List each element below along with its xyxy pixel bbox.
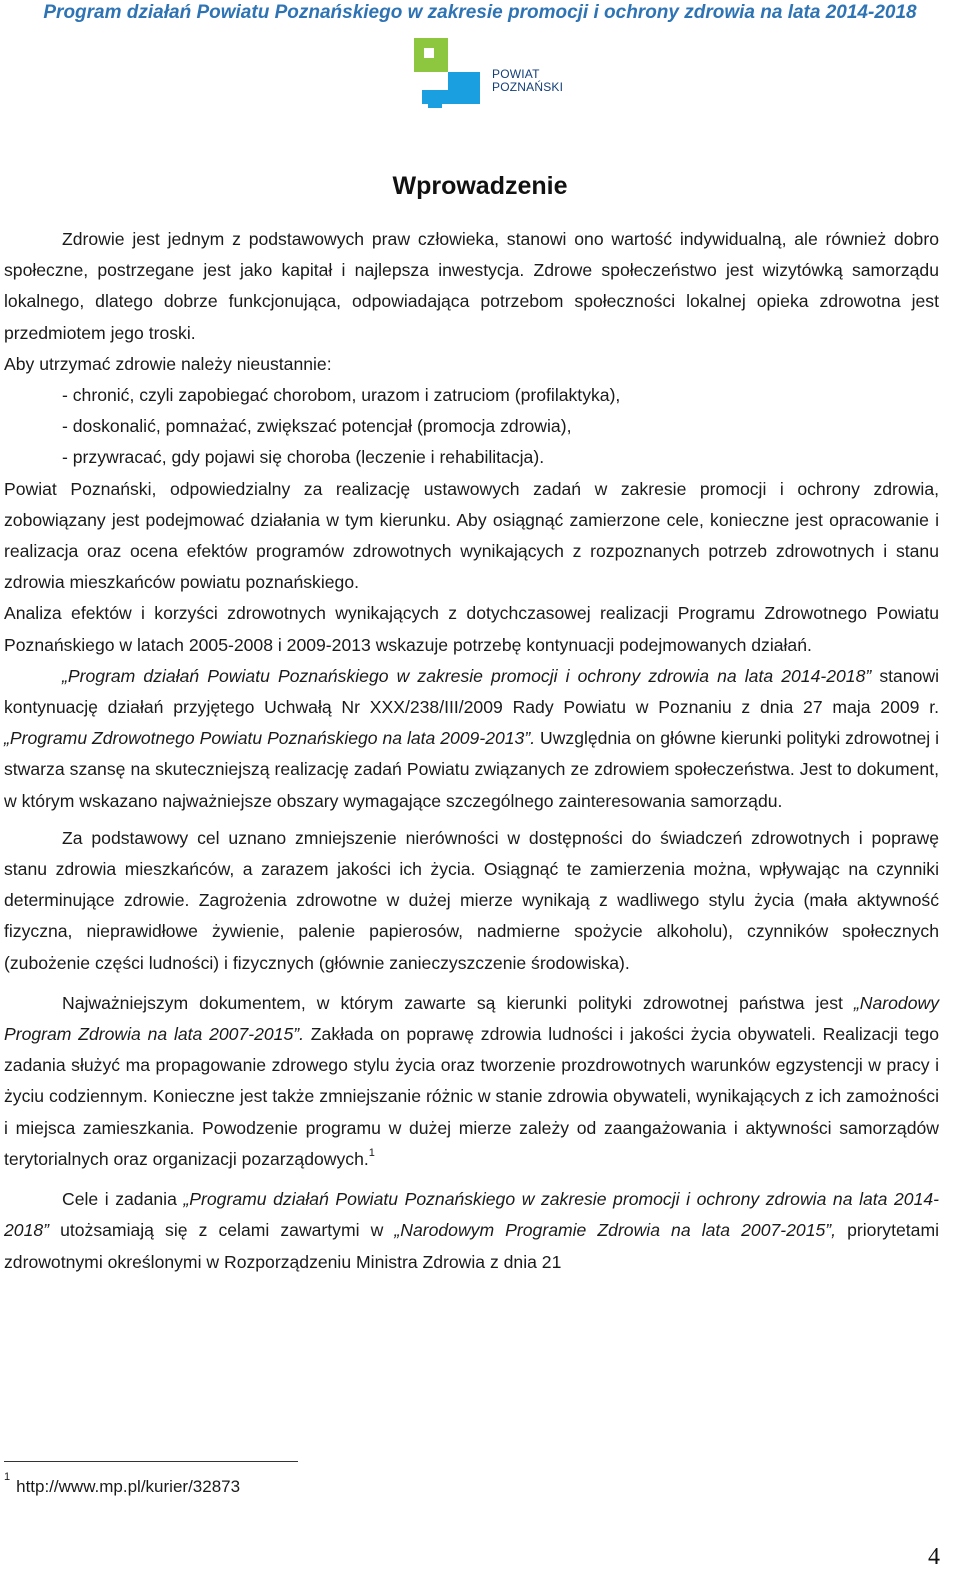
paragraph-7 [4,988,939,1175]
paragraph-4: Analiza efektów i korzyści zdrowotnych wynikających z dotychczasowej realizacji Programu Zdrowotnego Powiatu Poznańskiego w latach 2005-2008 i 2009-2013 wskazuje potrzebę kontynuacji podejmowanych działań. [4,603,939,655]
national-program-italic-2: „Narodowym Programie Zdrowia na lata 2007-2015”, [394,1220,837,1241]
running-header: Program działań Powiatu Poznańskiego w zakresie promocji i ochrony zdrowia na lata 2014-2018 [43,2,917,23]
list-item: - doskonalić, pomnażać, zwiększać potencjał (promocja zdrowia), [62,416,572,437]
paragraph-8-text-1: Cele i zadania [62,1189,184,1210]
previous-program-italic: „Programu Zdrowotnego Powiatu Poznańskiego na lata 2009-2013”. [4,728,536,749]
program-title-italic: „Program działań Powiatu Poznańskiego w zakresie promocji i ochrony zdrowia na lata 2014-2018” [62,665,872,686]
paragraph-3: Powiat Poznański, odpowiedzialny za realizację ustawowych zadań w zakresie promocji i ochrony zdrowia, zobowiązany jest podejmować działania w tym kierunku. Aby osiągnąć zamierzone cele, konieczne jest opracowanie i realizacja oraz ocena efektów programów zdrowotnych wynikających z rozpoznanych potrzeb zdrowotnych i stanu zdrowia mieszkańców powiatu poznańskiego. [4,478,939,593]
paragraph-6: Za podstawowy cel uznano zmniejszenie nierówności w dostępności do świadczeń zdrowotnych i poprawę stanu zdrowia mieszkańców, a zarazem jakości ich życia. Osiągnąć te zamierzenia można, wpływając na czynniki determinujące zdrowie. Zagrożenia zdrowotne w dużej mierze wynikają z wadliwego stylu życia (mała aktywność fizyczna, nieprawidłowe żywienie, palenie papierosów, nadmierne spożycie alkoholu), czynników społecznych (zubożenie części ludności) i fizycznych (głównie zanieczyszczenie środowiska). [4,827,939,973]
logo-text [492,68,563,94]
powiat-poznanski-logo [414,38,614,110]
page-number: 4 [928,1544,940,1570]
paragraph-5-text-1: stanowi kontynuację działań przyjętego Uchwałą Nr XXX/238/III/2009 Rady Powiatu w Poznaniu z dnia 27 maja 2009 r. [4,665,939,718]
footnote [4,1471,241,1500]
logo-line-1: POWIAT [492,67,540,81]
paragraph-7-text-1: Najważniejszym dokumentem, w którym zawarte są kierunki polityki zdrowotnej państwa jest [62,992,854,1013]
paragraph-8-text-3: priorytetami zdrowotnymi określonymi w Rozporządzeniu Ministra Zdrowia z dnia 21 [4,1220,940,1272]
logo-line-2: POZNAŃSKI [492,80,564,94]
national-program-italic: „Narodowy Program Zdrowia na lata 2007-2015”. [4,992,939,1045]
footnote-reference[interactable]: 1 [368,1147,375,1160]
footnote-separator [4,1461,298,1462]
footnote-number: 1 [4,1471,11,1484]
paragraph-7-text-2: Zakłada on poprawę zdrowia ludności i jakości życia obywateli. Realizacji tego zadania służyć ma propagowanie zdrowego stylu życia oraz tworzenie prozdrowotnych warunków egzystencji w pracy i życiu codziennym. Konieczne jest także zmniejszanie różnic w stanie zdrowia obywateli, wynikających z ich zamożności i miejsca zamieszkania. Powodzenie programu w dużej mierze zależy od zaangażowania i aktywności samorządów terytorialnych oraz organizacji pozarządowych. [4,1024,939,1169]
paragraph-8 [4,1184,939,1278]
list-item: - przywracać, gdy pojawi się choroba (leczenie i rehabilitacja). [62,447,545,468]
logo-mark-icon [414,38,490,110]
document-body [4,224,939,1278]
paragraph-5-text-2: Uwzględnia on główne kierunki polityki zdrowotnej i stwarza szansę na skuteczniejszą realizację zadań Powiatu związanych ze zdrowiem społeczeństwa. Jest to dokument, w którym wskazano najważniejsze obszary wymagające szczególnego zainteresowania samorządu. [4,728,939,811]
section-title: Wprowadzenie [392,172,568,200]
footnote-link[interactable]: http://www.mp.pl/kurier/32873 [16,1477,241,1496]
list-item: - chronić, czyli zapobiegać chorobom, urazom i zatruciom (profilaktyka), [62,385,621,406]
paragraph-5 [4,661,939,817]
paragraph-2: Aby utrzymać zdrowie należy nieustannie: [4,353,332,374]
program-title-italic-2: „Programu działań Powiatu Poznańskiego w zakresie promocji i ochrony zdrowia na lata 2014-2018” [4,1189,939,1241]
paragraph-8-text-2: utożsamiają się z celami zawartymi w [49,1220,395,1241]
paragraph-1: Zdrowie jest jednym z podstawowych praw człowieka, stanowi ono wartość indywidualną, ale również dobro społeczne, postrzegane jest jako kapitał i najlepsza inwestycja. Zdrowe społeczeństwo jest wizytówką samorządu lokalnego, dlatego dobrze funkcjonująca, odpowiadająca potrzebom społeczności lokalnej opieka zdrowotna jest przedmiotem jego troski. [4,229,939,343]
